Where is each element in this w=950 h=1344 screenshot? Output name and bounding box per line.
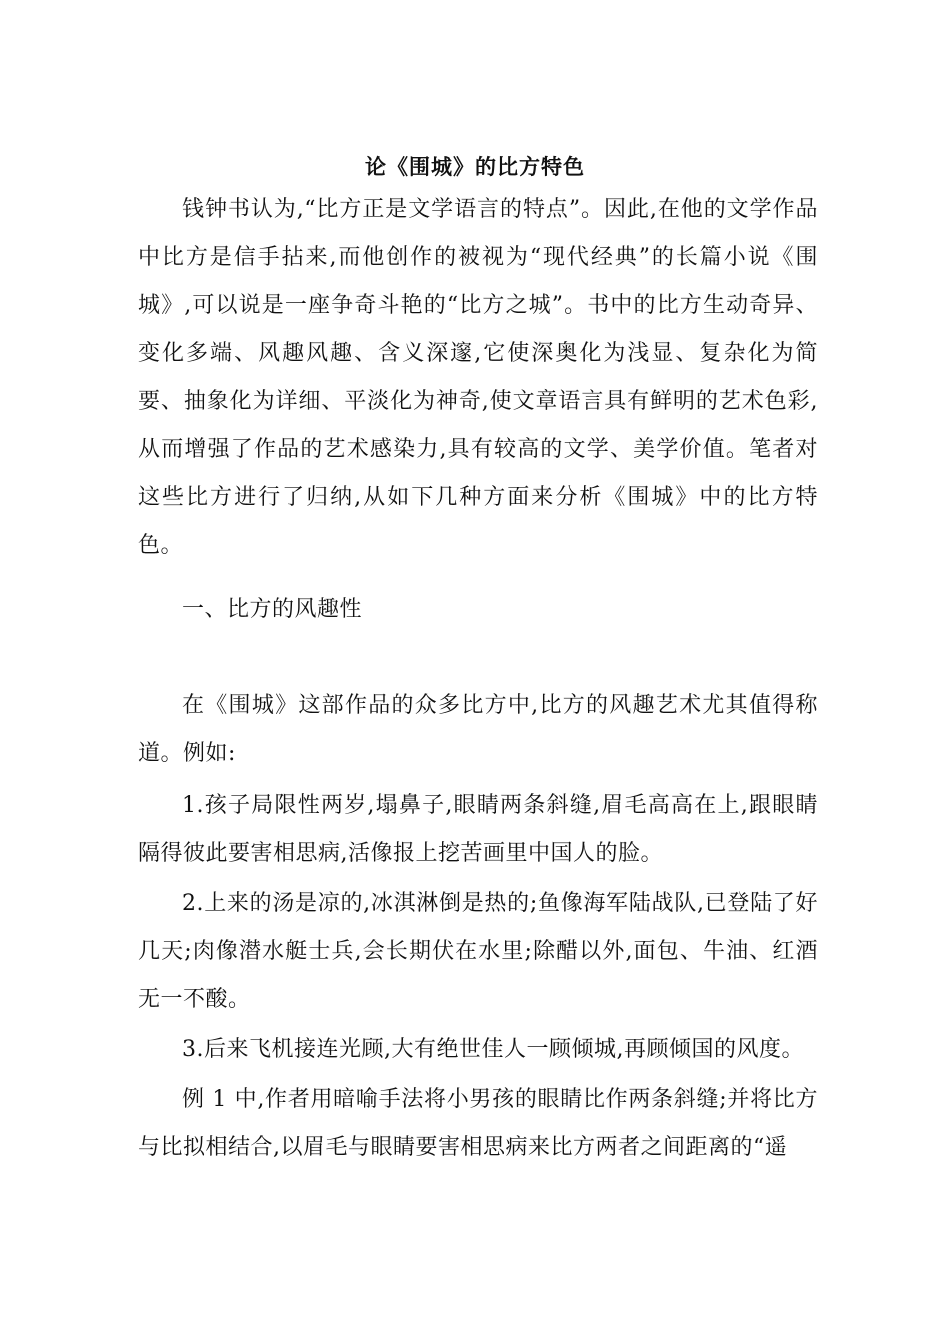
section-heading-text: 一、比方的风趣性 <box>182 597 363 622</box>
document-title: 论《围城》的比方特色 <box>365 155 585 179</box>
intro-text: 钱钟书认为,“比方正是文学语言的特点”。因此,在他的文学作品中比方是信手拈来,而他创作的被视为“现代经典”的长篇小说《围城》,可以说是一座争奇斗艳的“比方之城”。书中的比方生动奇异、变化多端、风趣风趣、含义深邃,它使深奥化为浅显、复杂化为简要、抽象化为详细、平淡化为神奇,使文章语言具有鲜明的艺术色彩,从而增强了作品的艺术感染力,具有较高的文学、美学价值。笔者对这些比方进行了归纳,从如下几种方面来分析《围城》中的比方特色。 <box>138 197 818 558</box>
section-heading <box>138 586 818 634</box>
section-intro-paragraph <box>138 682 818 778</box>
example-1-paragraph <box>138 782 818 878</box>
example-2-text: 2.上来的汤是凉的,冰淇淋倒是热的;鱼像海军陆战队,已登陆了好几天;肉像潜水艇士兵,会长期伏在水里;除醋以外,面包、牛油、红酒无一不酸。 <box>138 891 818 1012</box>
example-2-paragraph <box>138 880 818 1024</box>
example-3-paragraph <box>138 1026 818 1074</box>
example-3-text: 3.后来飞机接连光顾,大有绝世佳人一顾倾城,再顾倾国的风度。 <box>182 1037 804 1062</box>
example-1-text: 1.孩子局限性两岁,塌鼻子,眼睛两条斜缝,眉毛高高在上,跟眼睛隔得彼此要害相思病,活像报上挖苦画里中国人的脸。 <box>138 793 818 866</box>
section-intro-text: 在《围城》这部作品的众多比方中,比方的风趣艺术尤其值得称道。例如: <box>138 693 818 766</box>
analysis-text: 例 1 中,作者用暗喻手法将小男孩的眼睛比作两条斜缝;并将比方与比拟相结合,以眉毛与眼睛要害相思病来比方两者之间距离的“遥 <box>138 1087 818 1160</box>
intro-paragraph <box>138 186 818 570</box>
analysis-paragraph <box>138 1076 818 1172</box>
